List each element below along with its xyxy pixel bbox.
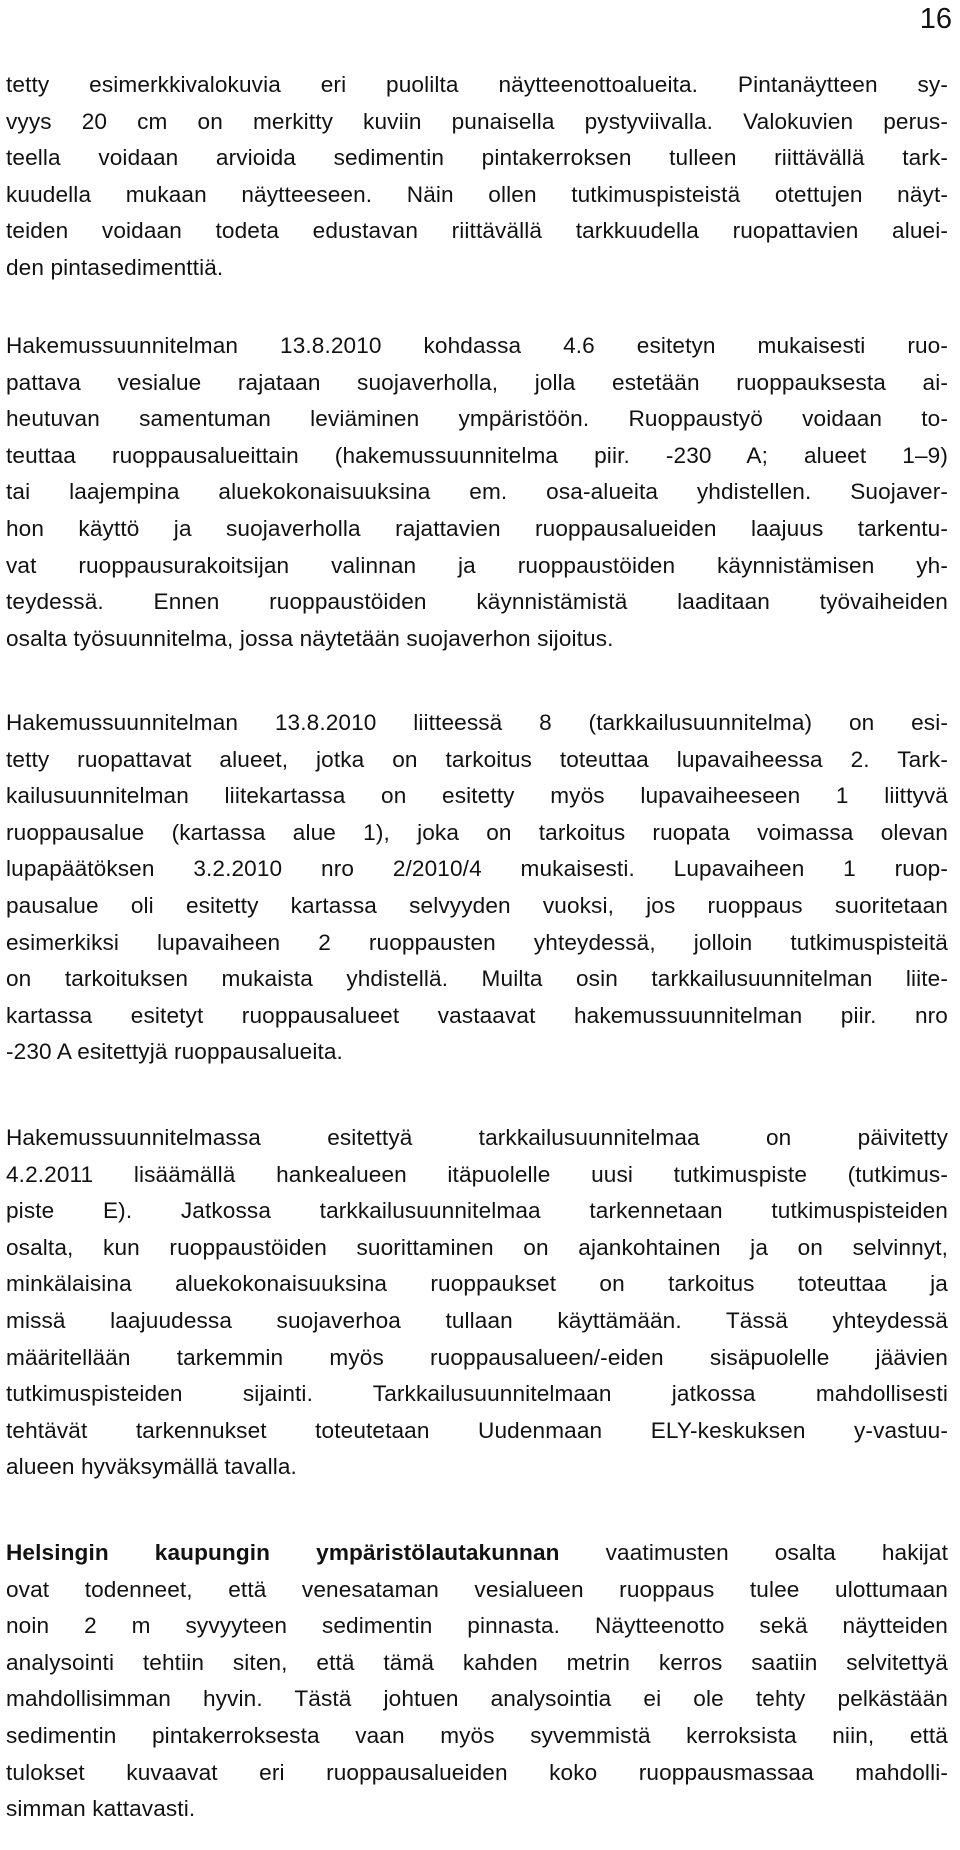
text-line: heutuvan samentuman leviäminen ympäristöön. Ruoppaustyö voidaan to- [6,406,948,432]
text-line: teiden voidaan todeta edustavan riittävällä tarkkuudella ruopattavien aluei- [6,218,948,244]
text-line: tetty ruopattavat alueet, jotka on tarkoitus toteuttaa lupavaiheessa 2. Tark- [6,746,948,772]
text-line: tulokset kuvaavat eri ruoppausalueiden koko ruoppausmassaa mahdolli- [6,1759,948,1785]
text-line: Hakemussuunnitelman 13.8.2010 liitteessä 8 (tarkkailusuunnitelma) on esi- [6,710,948,735]
text-line: pattava vesialue rajataan suojaverholla, jolla estetään ruoppauksesta ai- [6,369,948,395]
text-line: teydessä. Ennen ruoppaustöiden käynnistämistä laaditaan työvaiheiden [6,589,948,615]
text-line: missä laajuudessa suojaverhoa tullaan käyttämään. Tässä yhteydessä [6,1307,948,1333]
text-line: osalta työsuunnitelma, jossa näytetään suojaverhon sijoitus. [6,625,614,651]
text-line: mahdollisimman hyvin. Tästä johtuen analysointia ei ole tehty pelkästään [6,1686,948,1712]
text-line: kailusuunnitelman liitekartassa on esitetty myös lupavaiheeseen 1 liittyvä [6,783,948,809]
bold-lead-text: Helsingin kaupungin ympäristölautakunnan [6,1540,560,1565]
text-line: piste E). Jatkossa tarkkailusuunnitelmaa tarkennetaan tutkimuspisteiden [6,1198,948,1224]
text-line: lupapäätöksen 3.2.2010 nro 2/2010/4 mukaisesti. Lupavaiheen 1 ruop- [6,856,948,882]
text-line: noin 2 m syvyyteen sedimentin pinnasta. Näytteenotto sekä näytteiden [6,1613,948,1639]
text-line: vyys 20 cm on merkitty kuviin punaisella pystyviivalla. Valokuvien perus- [6,108,948,134]
lead-line-rest: vaatimusten osalta hakijat [559,1540,948,1565]
text-line: Hakemussuunnitelmassa esitettyä tarkkailusuunnitelmaa on päivitetty [6,1125,948,1150]
paragraph-environment-board [6,1535,948,1828]
text-line: Hakemussuunnitelman 13.8.2010 kohdassa 4.6 esitetyn mukaisesti ruo- [6,333,948,358]
text-line [6,1535,948,1572]
text-line: pausalue oli esitetty kartassa selvyyden vuoksi, jos ruoppaus suoritetaan [6,892,948,918]
text-line: teella voidaan arvioida sedimentin pintakerroksen tulleen riittävällä tark- [6,145,948,171]
paragraph-sample-photos [6,67,948,287]
text-line: ruoppausalue (kartassa alue 1), joka on tarkoitus ruopata voimassa olevan [6,819,948,845]
text-line: esimerkiksi lupavaiheen 2 ruoppausten yhteydessä, jolloin tutkimuspisteitä [6,929,948,955]
paragraph-dredging-area [6,328,948,657]
text-line: tetty esimerkkivalokuvia eri puolilta näytteenottoalueita. Pintanäytteen sy- [6,72,948,97]
text-line: ovat todenneet, että venesataman vesialueen ruoppaus tulee ulottumaan [6,1576,948,1602]
paragraph-monitoring-plan [6,705,948,1071]
text-line: määritellään tarkemmin myös ruoppausalueen/-eiden sisäpuolelle jäävien [6,1344,948,1370]
text-line: kartassa esitetyt ruoppausalueet vastaavat hakemussuunnitelman piir. nro [6,1002,948,1028]
text-line: tehtävät tarkennukset toteutetaan Uudenmaan ELY-keskuksen y-vastuu- [6,1417,948,1443]
text-line: osalta, kun ruoppaustöiden suorittaminen on ajankohtainen ja on selvinnyt, [6,1234,948,1260]
page-number: 16 [919,3,952,35]
text-line: -230 A esitettyjä ruoppausalueita. [6,1039,343,1065]
text-line: simman kattavasti. [6,1796,196,1822]
text-line: vat ruoppausurakoitsijan valinnan ja ruoppaustöiden käynnistämisen yh- [6,552,948,578]
text-line: tutkimuspisteiden sijainti. Tarkkailusuunnitelmaan jatkossa mahdollisesti [6,1381,948,1407]
text-line: sedimentin pintakerroksesta vaan myös syvemmistä kerroksista niin, että [6,1722,948,1748]
text-line: analysointi tehtiin siten, että tämä kahden metrin kerros saatiin selvitettyä [6,1649,948,1675]
text-line: minkälaisina aluekokonaisuuksina ruoppaukset on tarkoitus toteuttaa ja [6,1271,948,1297]
text-line: on tarkoituksen mukaista yhdistellä. Muilta osin tarkkailusuunnitelman liite- [6,966,948,992]
text-line: tai laajempina aluekokonaisuuksina em. osa-alueita yhdistellen. Suojaver- [6,479,948,505]
text-line: teuttaa ruoppausalueittain (hakemussuunnitelma piir. -230 A; alueet 1–9) [6,442,948,468]
paragraph-plan-update [6,1120,948,1486]
text-line: 4.2.2011 lisäämällä hankealueen itäpuolelle uusi tutkimuspiste (tutkimus- [6,1161,948,1187]
text-line: kuudella mukaan näytteeseen. Näin ollen tutkimuspisteistä otettujen näyt- [6,181,948,207]
text-line: hon käyttö ja suojaverholla rajattavien ruoppausalueiden laajuus tarkentu- [6,515,948,541]
text-line: den pintasedimenttiä. [6,254,224,280]
text-line: alueen hyväksymällä tavalla. [6,1454,297,1480]
